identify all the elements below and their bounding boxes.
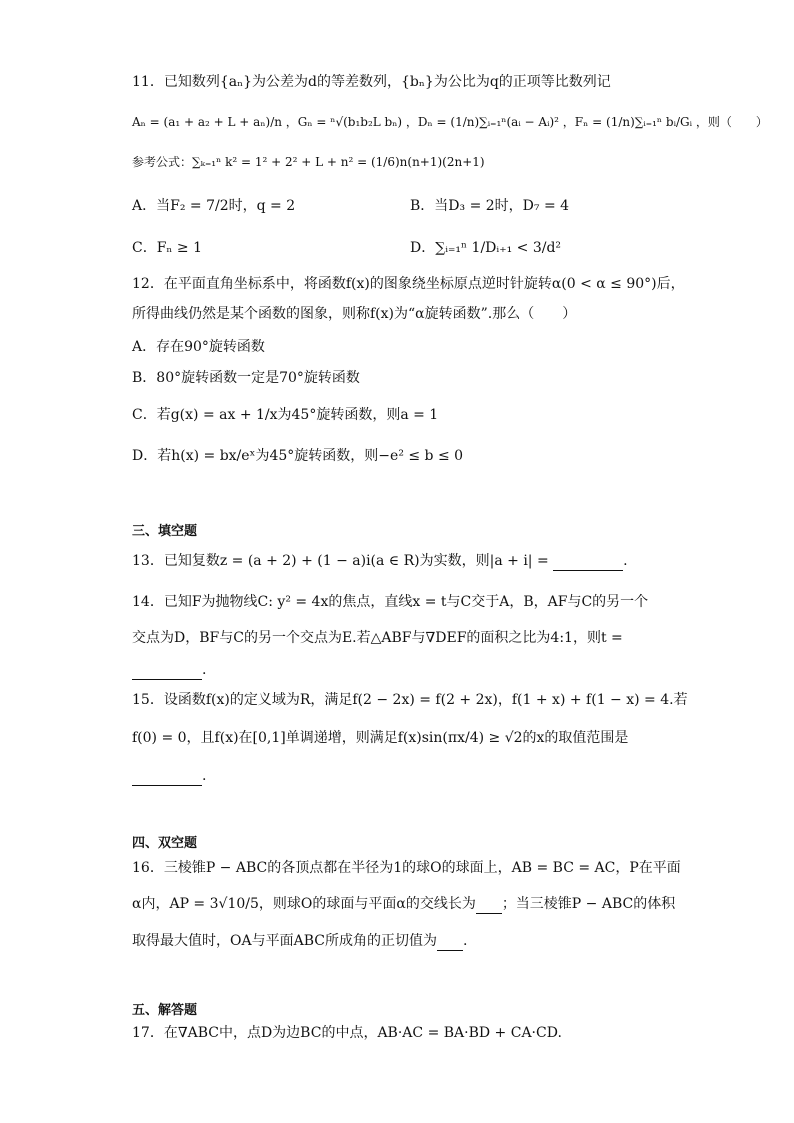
q11-stem: 11．已知数列{aₙ}为公差为d的等差数列，{bₙ}为公比为q的正项等比数列记 <box>132 74 611 90</box>
q15-stem-line2: f(0) = 0，且f(x)在[0,1]单调递增，则满足f(x)sin(πx/4) ≥ √2的x的取值范围是 <box>132 730 629 746</box>
section-double-blank-heading: 四、双空题 <box>132 836 198 851</box>
q16-period: . <box>462 933 468 949</box>
q16-stem-line3 <box>132 931 467 951</box>
q17-stem: 17．在∇ABC中，点D为边BC的中点，AB·AC = BA·BD + CA·CD. <box>132 1025 562 1041</box>
q16-stem-part-a: α内，AP = 3√10/5，则球O的球面与平面α的交线长为 <box>132 896 476 912</box>
q12-option-c: C．若g(x) = ax + 1/x为45°旋转函数，则a = 1 <box>132 407 439 423</box>
section-solution-heading: 五、解答题 <box>132 1003 198 1018</box>
q13-text <box>132 551 628 571</box>
q12-stem-line2: 所得曲线仍然是某个函数的图象，则称f(x)为“α旋转函数”.那么（ ） <box>132 306 577 322</box>
q16-stem-line1: 16．三棱锥P − ABC的各顶点都在半径为1的球O的球面上，AB = BC = AC，P在平面 <box>132 860 681 876</box>
q11-reference-formula: 参考公式：∑ₖ₌₁ⁿ k² = 1² + 2² + L + n² = (1/6)n(n+1)(2n+1) <box>132 155 485 169</box>
section-fill-in-heading: 三、填空题 <box>132 524 198 539</box>
q16-stem-part-c: 取得最大值时，OA与平面ABC所成角的正切值为 <box>132 933 437 949</box>
q15-answer-line <box>132 766 206 786</box>
q11-option-a: A．当F₂ = 7/2时，q = 2 <box>132 198 296 214</box>
q16-stem-part-b: ；当三棱锥P − ABC的体积 <box>501 896 676 912</box>
q11-option-d: D．∑ᵢ₌₁ⁿ 1/Dᵢ₊₁ < 3/d² <box>410 240 562 256</box>
q14-answer-blank[interactable] <box>132 665 202 680</box>
q11-option-c: C．Fₙ ≥ 1 <box>132 240 203 256</box>
q14-stem-line1: 14．已知F为抛物线C: y² = 4x的焦点，直线x = t与C交于A，B，AF与C的另一个 <box>132 594 649 610</box>
q16-stem-line2 <box>132 894 675 914</box>
q12-option-a: A．存在90°旋转函数 <box>132 339 265 355</box>
q15-stem-line1: 15．设函数f(x)的定义域为R，满足f(2 − 2x) = f(2 + 2x)，f(1 + x) + f(1 − x) = 4.若 <box>132 692 688 708</box>
q14-stem-line2: 交点为D，BF与C的另一个交点为E.若△ABF与∇DEF的面积之比为4:1，则t = <box>132 630 623 646</box>
q13-answer-blank[interactable] <box>553 556 623 571</box>
q11-definitions: Aₙ = (a₁ + a₂ + L + aₙ)/n ，Gₙ = ⁿ√(b₁b₂L bₙ) ，Dₙ = (1/n)∑ᵢ₌₁ⁿ(aᵢ − Aᵢ)² ，Fₙ = (1/n)∑ᵢ₌₁ⁿ bᵢ/Gᵢ ，则（ ） <box>132 115 768 129</box>
q13-period: . <box>623 553 628 569</box>
q12-stem-line1: 12．在平面直角坐标系中，将函数f(x)的图象绕坐标原点逆时针旋转α(0 < α ≤ 90°)后， <box>132 276 685 292</box>
q13-stem: 13．已知复数z = (a + 2) + (1 − a)i(a ∈ R)为实数，则|a + i| = <box>132 553 554 569</box>
q14-answer-line <box>132 660 206 680</box>
q15-period: . <box>202 768 207 784</box>
q14-period: . <box>202 662 207 678</box>
q15-answer-blank[interactable] <box>132 771 202 786</box>
q11-option-b: B．当D₃ = 2时，D₇ = 4 <box>410 198 570 214</box>
q16-answer-blank-1[interactable] <box>476 899 502 914</box>
q12-option-d: D．若h(x) = bx/eˣ为45°旋转函数，则−e² ≤ b ≤ 0 <box>132 448 464 464</box>
q12-option-b: B．80°旋转函数一定是70°旋转函数 <box>132 370 360 386</box>
q16-answer-blank-2[interactable] <box>437 936 463 951</box>
